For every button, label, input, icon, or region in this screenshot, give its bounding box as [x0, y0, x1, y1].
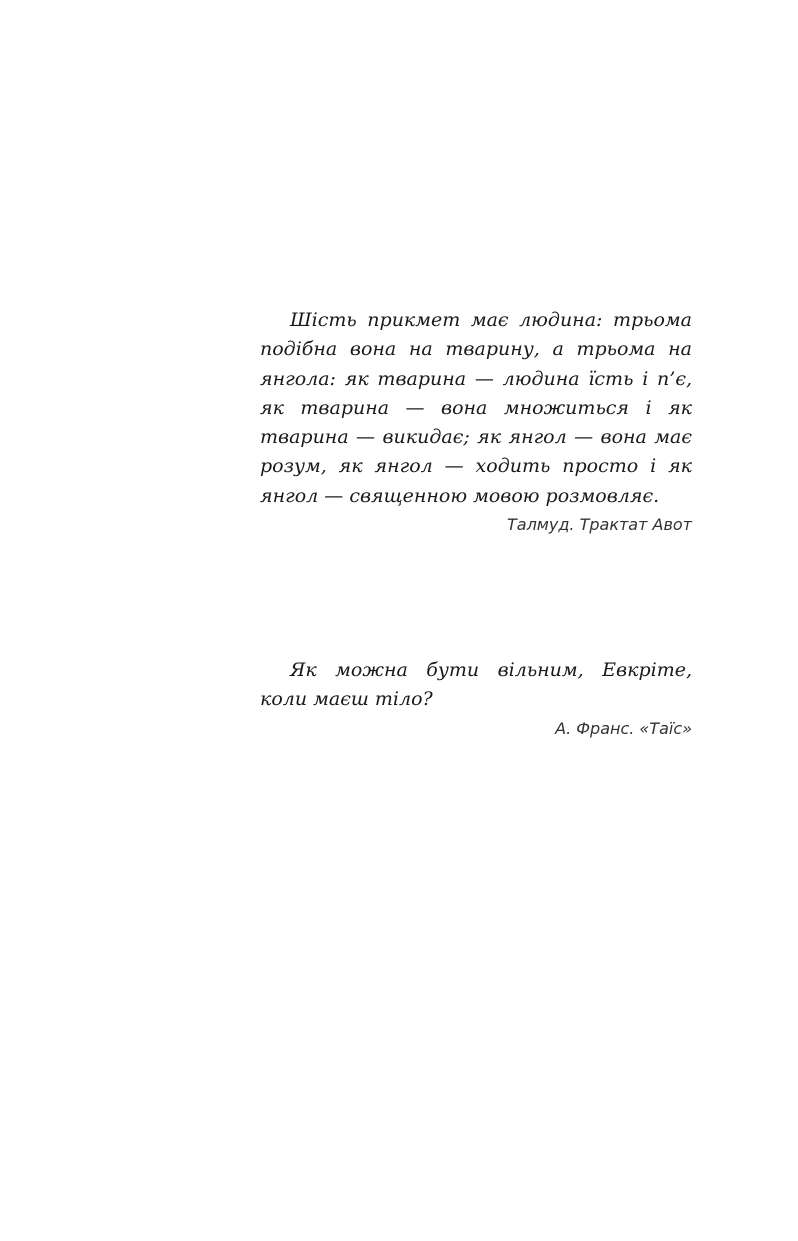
epigraph-attribution: А. Франс. «Таїс» — [555, 718, 692, 738]
epigraph-quote: Шість прикмет має людина: трьома подібна вона на тварину, а трьома на янгола: як тварина — людина їсть і п’є, як тварина — вона множиться і як тварина — викидає; як янгол — вона має розум, як янгол — ходить просто і як янгол — священною мовою розмовляє. — [260, 309, 692, 507]
epigraph-quote: Як можна бути вільним, Евкріте, коли маєш тіло? — [260, 659, 692, 711]
epigraph-attribution: Талмуд. Трактат Авот — [507, 515, 692, 535]
epigraph-france — [260, 656, 692, 739]
epigraph-talmud — [260, 306, 692, 535]
